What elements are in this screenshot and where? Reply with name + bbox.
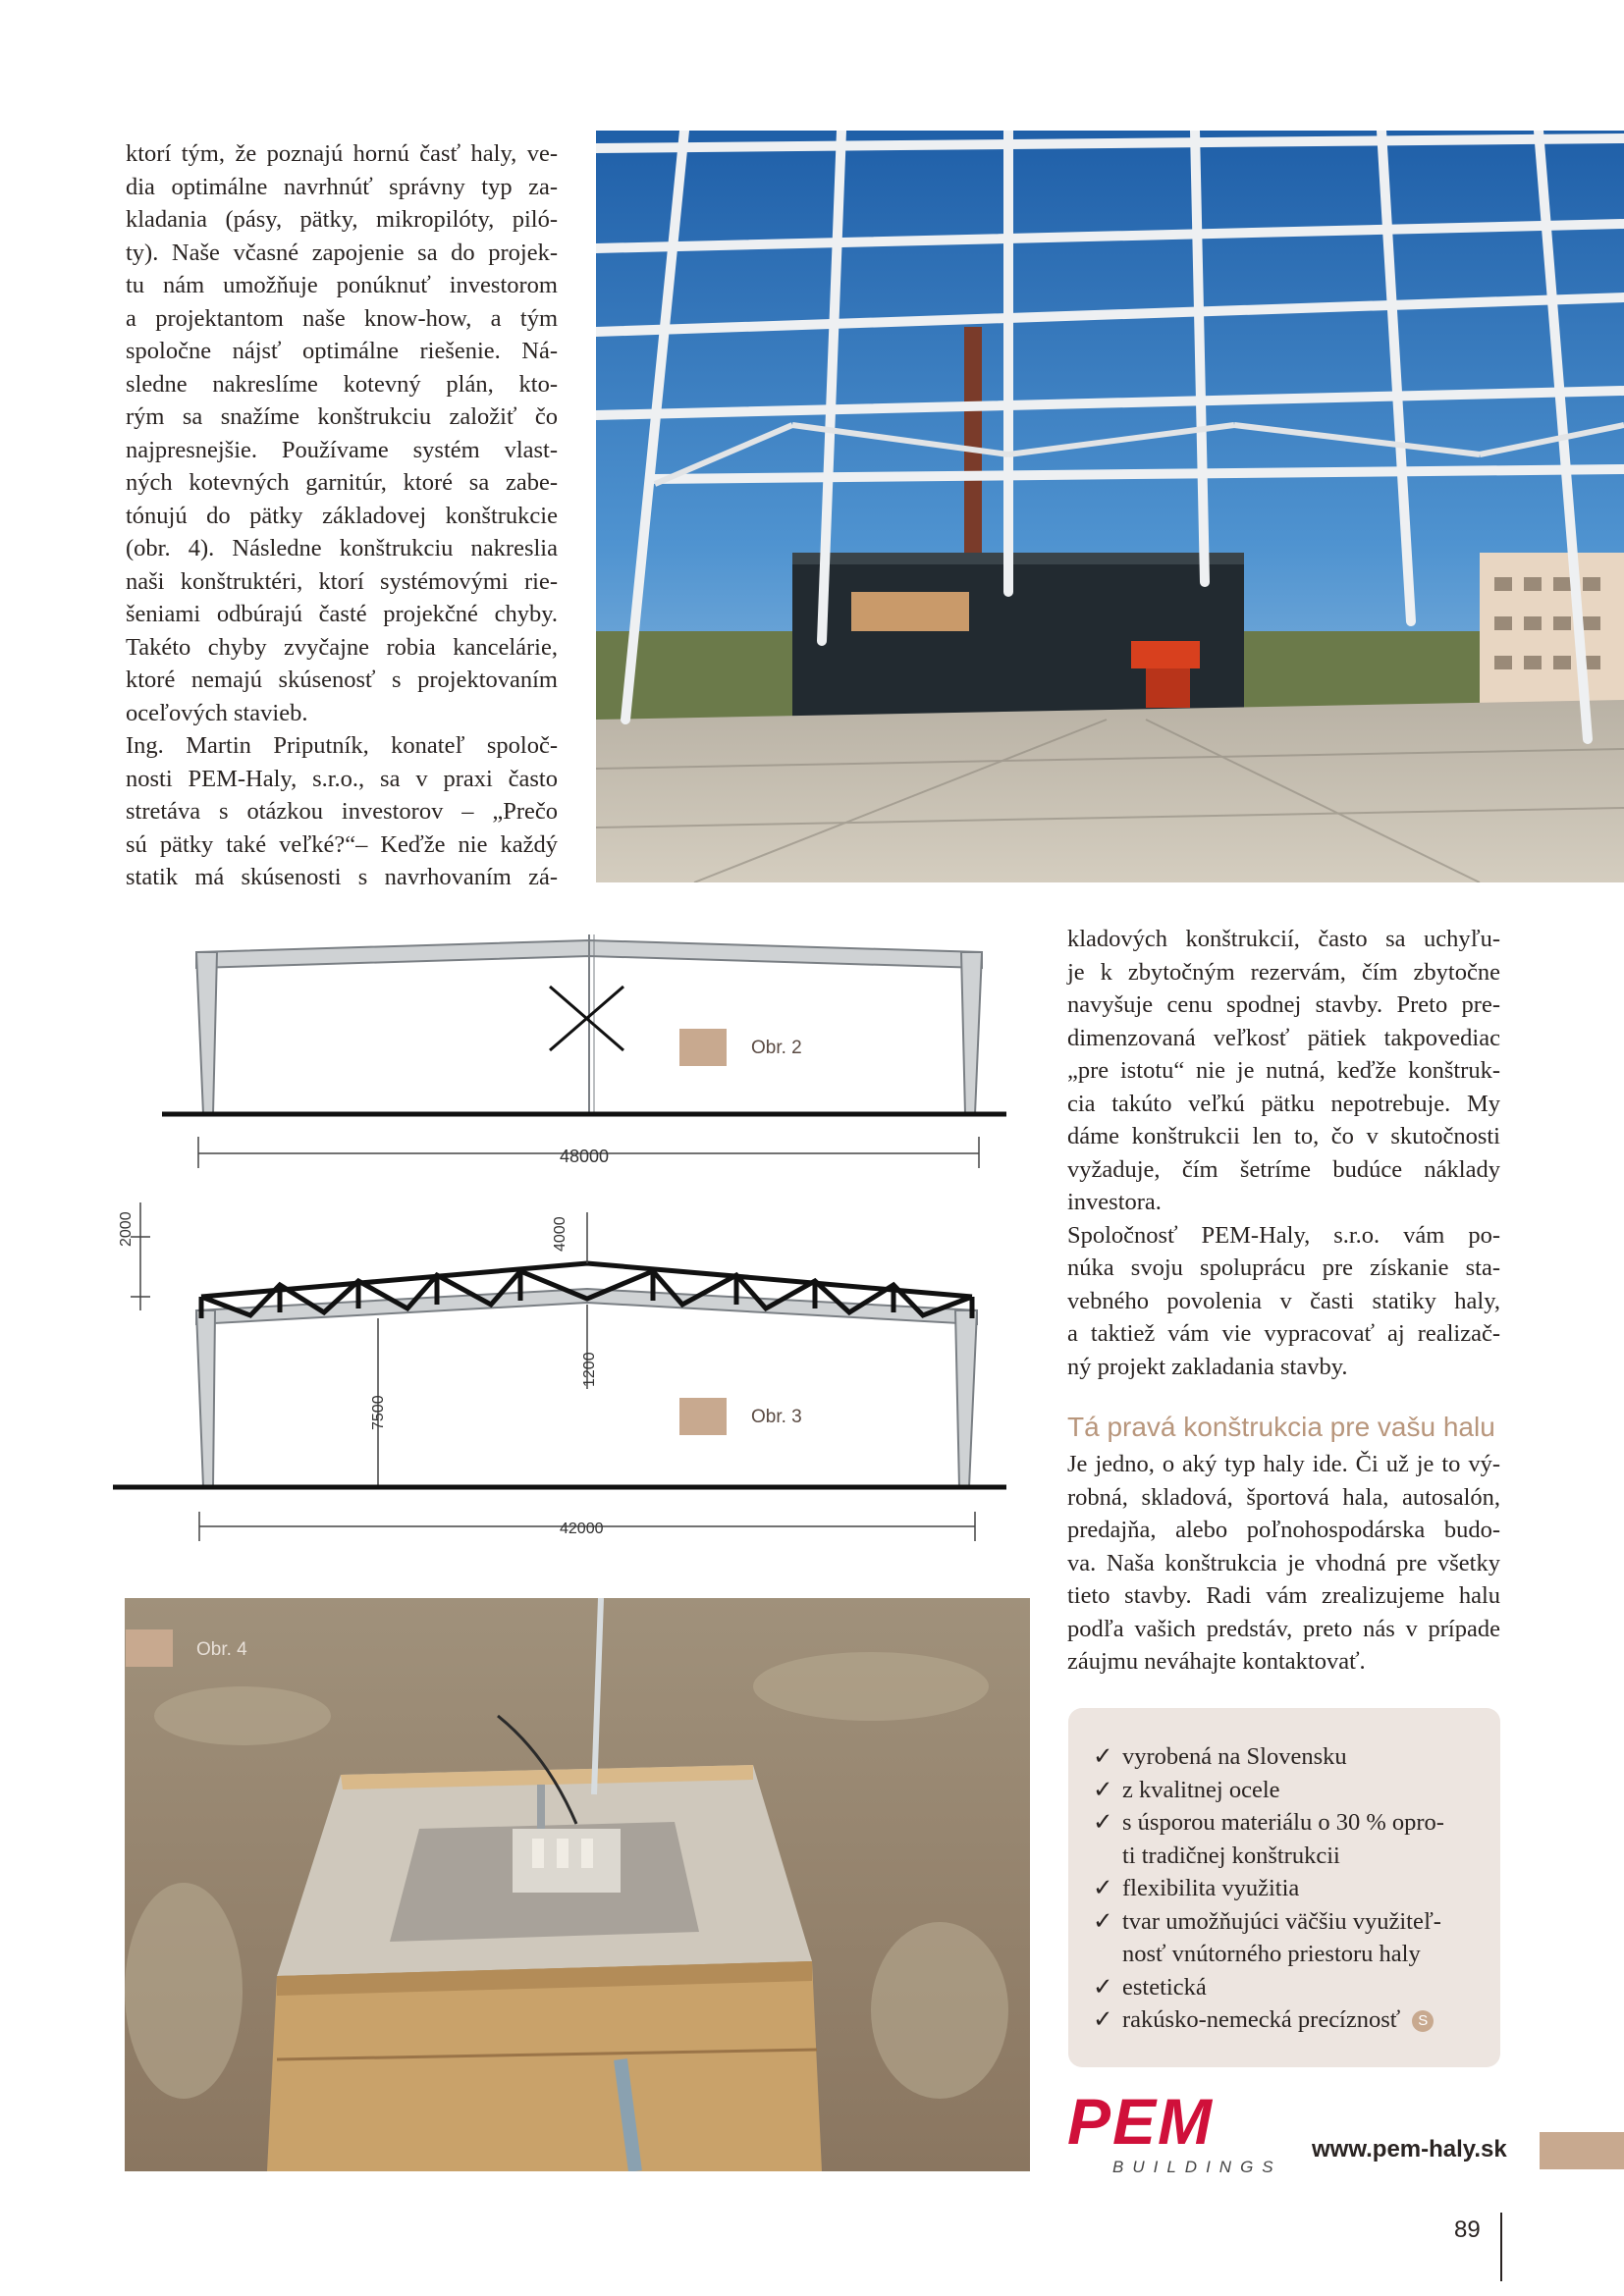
figure-2-swatch (679, 1029, 727, 1066)
text-line: kladových konštrukcií, často sa uchyľu- (1067, 926, 1500, 952)
left-column-text (126, 137, 558, 894)
text-line: „pre istotu“ nie je nutná, keďže konštruk- (1067, 1057, 1500, 1084)
text-line: va. Naša konštrukcia je vhodná pre všetky (1067, 1549, 1500, 1576)
figure-2-drawing (162, 933, 1016, 1188)
benefits-list (1093, 1740, 1486, 2037)
foundation-photo (125, 1598, 1030, 2171)
check-icon: ✓ (1093, 1875, 1113, 1901)
right-column-text (1067, 923, 1500, 1383)
text-line: spoločne nájsť optimálne riešenie. Ná- (126, 338, 558, 364)
figure-3-span-dimension: 42000 (560, 1521, 604, 1537)
check-icon: ✓ (1093, 1776, 1113, 1803)
text-line: ných kotevných garnitúr, ktoré sa zabe- (126, 469, 558, 496)
benefit-item (1093, 1872, 1486, 1905)
section-text (1067, 1448, 1500, 1679)
text-line: stretáva s otázkou investorov – „Prečo (126, 798, 558, 825)
benefit-text: ti tradičnej konštrukcii (1122, 1842, 1340, 1869)
benefit-text: estetická (1122, 1973, 1207, 2001)
text-line: dia optimálne navrhnúť správny typ za- (126, 173, 558, 200)
benefit-text: flexibilita využitia (1122, 1875, 1300, 1901)
text-line: šeniami odbúrajú časté projekčné chyby. (126, 601, 558, 627)
benefit-item (1093, 2003, 1486, 2037)
check-icon: ✓ (1093, 2006, 1113, 2033)
check-icon: ✓ (1093, 1907, 1113, 1935)
figure-2-label: Obr. 2 (751, 1038, 802, 1058)
check-icon: ✓ (1093, 1973, 1113, 2001)
text-line: ty). Naše včasné zapojenie sa do projek- (126, 239, 558, 266)
text-line: vyžaduje, čím šetríme budúce náklady (1067, 1155, 1500, 1183)
figure-3-swatch (679, 1398, 727, 1435)
page-number-rule (1500, 2213, 1502, 2281)
text-line: Takéto chyby zvyčajne robia kancelárie, (126, 633, 558, 661)
text-line: núka svoju spoluprácu pre získanie sta- (1067, 1255, 1500, 1281)
pem-logo: PEM (1067, 2085, 1215, 2158)
text-line: tieto stavby. Radi vám zrealizujeme halu (1067, 1582, 1500, 1609)
benefit-text: nosť vnútorného priestoru haly (1122, 1941, 1421, 1967)
text-line: sú pätky také veľké?“– Keďže nie každý (126, 830, 558, 858)
text-line: Je jedno, o aký typ haly ide. Či už je to vý- (1067, 1451, 1500, 1477)
figure-3-label: Obr. 3 (751, 1407, 802, 1427)
text-line: predajňa, alebo poľnohospodárska budo- (1067, 1517, 1500, 1543)
text-line: ný projekt zakladania stavby. (1067, 1353, 1348, 1380)
benefit-text: s úsporou materiálu o 30 % opro- (1122, 1809, 1444, 1836)
website-link[interactable]: www.pem-haly.sk (1312, 2136, 1507, 2163)
figure-3-truss-dimension: 1200 (581, 1352, 598, 1387)
text-line: dáme konštrukcii len to, čo v skutočnosti (1067, 1123, 1500, 1149)
text-line: tu nám umožňuje ponúknuť investorom (126, 272, 558, 298)
figure-3-height-dimension: 7500 (370, 1395, 387, 1430)
text-line: ktoré nemajú skúsenosť s projektovaním (126, 667, 558, 693)
benefit-item (1093, 1905, 1486, 1971)
benefit-item (1093, 1740, 1486, 1774)
text-line: tónujú do pätky základovej konštrukcie (126, 502, 558, 529)
figure-3-ridge-dimension: 4000 (552, 1216, 568, 1252)
page-number: 89 (1454, 2216, 1481, 2243)
text-line: podľa vašich predstáv, preto nás v prípade (1067, 1615, 1500, 1642)
text-line: rým sa snažíme konštrukciu založiť čo (126, 403, 558, 430)
text-line: dimenzovaná veľkosť pätiek takpovediac (1067, 1024, 1500, 1051)
text-line: najpresnejšie. Používame systém vlast- (126, 436, 558, 463)
text-line: robná, skladová, športová hala, autosalón, (1067, 1483, 1500, 1511)
accent-bar (1540, 2132, 1624, 2169)
text-line: oceľových stavieb. (126, 699, 308, 726)
text-line: je k zbytočným rezervám, čím zbytočne (1067, 958, 1500, 986)
benefits-box (1068, 1708, 1500, 2067)
text-line: navyšuje cenu spodnej stavby. Preto pre- (1067, 991, 1500, 1018)
text-line: cia takúto veľkú pätku nepotrebuje. My (1067, 1090, 1500, 1117)
benefit-item (1093, 1806, 1486, 1872)
text-line: naši konštruktéri, ktorí systémovými rie- (126, 567, 558, 595)
text-line: Ing. Martin Priputník, konateľ spoloč- (126, 732, 558, 759)
text-line: ktorí tým, že poznajú hornú časť haly, ve- (126, 140, 558, 167)
benefit-text: z kvalitnej ocele (1122, 1776, 1280, 1803)
text-line: a taktiež vám vie vypracovať aj realizač- (1067, 1320, 1500, 1347)
benefit-item (1093, 1774, 1486, 1807)
figure-3-drawing (113, 1202, 1016, 1556)
section-heading: Tá pravá konštrukcia pre vašu halu (1067, 1412, 1495, 1442)
text-line: nosti PEM-Haly, s.r.o., sa v praxi často (126, 765, 558, 792)
figure-4-swatch (126, 1629, 173, 1667)
end-mark-icon: S (1412, 2010, 1434, 2032)
check-icon: ✓ (1093, 1743, 1113, 1770)
pem-logo-subtitle: BUILDINGS (1112, 2158, 1282, 2176)
benefit-text: vyrobená na Slovensku (1122, 1743, 1347, 1770)
check-icon: ✓ (1093, 1809, 1113, 1836)
benefit-text: rakúsko-nemecká precíznosť (1122, 2006, 1401, 2033)
figure-4-label: Obr. 4 (196, 1639, 247, 1660)
text-line: vebného povolenia v časti statiky haly, (1067, 1287, 1500, 1314)
text-line: záujmu neváhajte kontaktovať. (1067, 1648, 1366, 1675)
text-line: Spoločnosť PEM-Haly, s.r.o. vám po- (1067, 1221, 1500, 1249)
figure-3-top-dimension: 2000 (118, 1211, 135, 1247)
text-line: investora. (1067, 1189, 1162, 1215)
figure-2-span-dimension: 48000 (560, 1147, 610, 1166)
benefit-text: tvar umožňujúci väčšiu využiteľ- (1122, 1907, 1441, 1935)
benefit-item (1093, 1971, 1486, 2004)
text-line: (obr. 4). Následne konštrukciu nakreslia (126, 535, 558, 561)
text-line: statik má skúsenosti s navrhovaním zá- (126, 864, 558, 890)
hall-construction-photo (596, 131, 1624, 882)
text-line: sledne nakreslíme kotevný plán, kto- (126, 370, 558, 398)
text-line: a projektantom naše know-how, a tým (126, 304, 558, 332)
text-line: kladania (pásy, pätky, mikropilóty, piló- (126, 206, 558, 233)
